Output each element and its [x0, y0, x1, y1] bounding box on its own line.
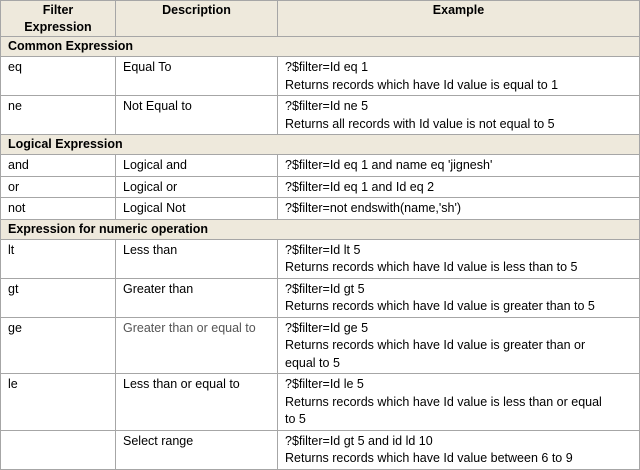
description-cell: Less than or equal to	[116, 374, 278, 431]
filter-operator-cell: ne	[1, 96, 116, 135]
table-body	[1, 37, 640, 470]
example-explanation: Returns all records with Id value is not equal to 5	[285, 116, 555, 131]
table-row	[1, 176, 640, 198]
filter-header-line1: Filter	[42, 3, 74, 17]
example-cell	[278, 176, 640, 198]
example-explanation: Returns records which have Id value is greater than or	[285, 338, 586, 352]
example-explanation: Returns records which have Id value is less than to 5	[285, 260, 578, 274]
example-cell	[278, 239, 640, 278]
example-query: ?$filter=Id eq 1 and Id eq 2	[285, 179, 435, 194]
description-cell: Logical and	[116, 155, 278, 177]
example-cell	[278, 96, 640, 135]
description-cell: Logical or	[116, 176, 278, 198]
section-row	[1, 37, 640, 57]
section-row	[1, 219, 640, 239]
description-cell: Greater than or equal to	[116, 317, 278, 374]
example-cell	[278, 198, 640, 220]
header-row	[1, 1, 640, 37]
example-explanation: equal to 5	[285, 355, 340, 370]
filter-operator-cell: not	[1, 198, 116, 220]
example-header: Example	[278, 1, 640, 37]
description-cell: Equal To	[116, 57, 278, 96]
table-row	[1, 317, 640, 374]
filter-operator-cell: le	[1, 374, 116, 431]
table-row	[1, 198, 640, 220]
example-query: ?$filter=not endswith(name,'sh')	[285, 201, 462, 215]
description-cell: Select range	[116, 430, 278, 469]
example-query: ?$filter=Id eq 1 and name eq 'jignesh'	[285, 158, 493, 172]
example-explanation: Returns records which have Id value is equal to 1	[285, 77, 559, 92]
example-cell	[278, 155, 640, 177]
description-cell: Logical Not	[116, 198, 278, 220]
example-explanation: Returns records which have Id value between 6 to 9	[285, 451, 573, 465]
example-explanation: Returns records which have Id value is less than or equal	[285, 394, 602, 409]
section-title: Common Expression	[1, 37, 640, 57]
filter-operator-cell: eq	[1, 57, 116, 96]
filter-expression-header	[1, 1, 116, 37]
example-explanation: to 5	[285, 412, 306, 426]
filter-operator-cell: or	[1, 176, 116, 198]
section-title: Expression for numeric operation	[1, 219, 640, 239]
example-cell	[278, 317, 640, 374]
example-query: ?$filter=Id le 5	[285, 377, 364, 391]
example-query: ?$filter=Id gt 5	[285, 281, 365, 296]
table-row	[1, 430, 640, 469]
example-cell	[278, 278, 640, 317]
filter-operator-cell: ge	[1, 317, 116, 374]
example-query: ?$filter=Id lt 5	[285, 242, 361, 257]
table-row	[1, 374, 640, 431]
table-row	[1, 239, 640, 278]
section-row	[1, 135, 640, 155]
example-cell	[278, 430, 640, 469]
filter-operator-cell: and	[1, 155, 116, 177]
filter-operator-cell: gt	[1, 278, 116, 317]
example-explanation: Returns records which have Id value is greater than to 5	[285, 299, 595, 313]
table-row	[1, 57, 640, 96]
table-row	[1, 96, 640, 135]
example-query: ?$filter=Id eq 1	[285, 60, 369, 74]
table-row	[1, 278, 640, 317]
example-query: ?$filter=Id gt 5 and id ld 10	[285, 433, 433, 448]
filter-operator-cell	[1, 430, 116, 469]
description-cell: Greater than	[116, 278, 278, 317]
description-header: Description	[116, 1, 278, 37]
example-query: ?$filter=Id ne 5	[285, 99, 369, 113]
example-cell	[278, 57, 640, 96]
section-title: Logical Expression	[1, 135, 640, 155]
filter-header-line2: Expression	[24, 20, 92, 34]
filter-operator-cell: lt	[1, 239, 116, 278]
example-cell	[278, 374, 640, 431]
example-query: ?$filter=Id ge 5	[285, 320, 369, 335]
table-row	[1, 155, 640, 177]
description-cell: Less than	[116, 239, 278, 278]
description-cell: Not Equal to	[116, 96, 278, 135]
